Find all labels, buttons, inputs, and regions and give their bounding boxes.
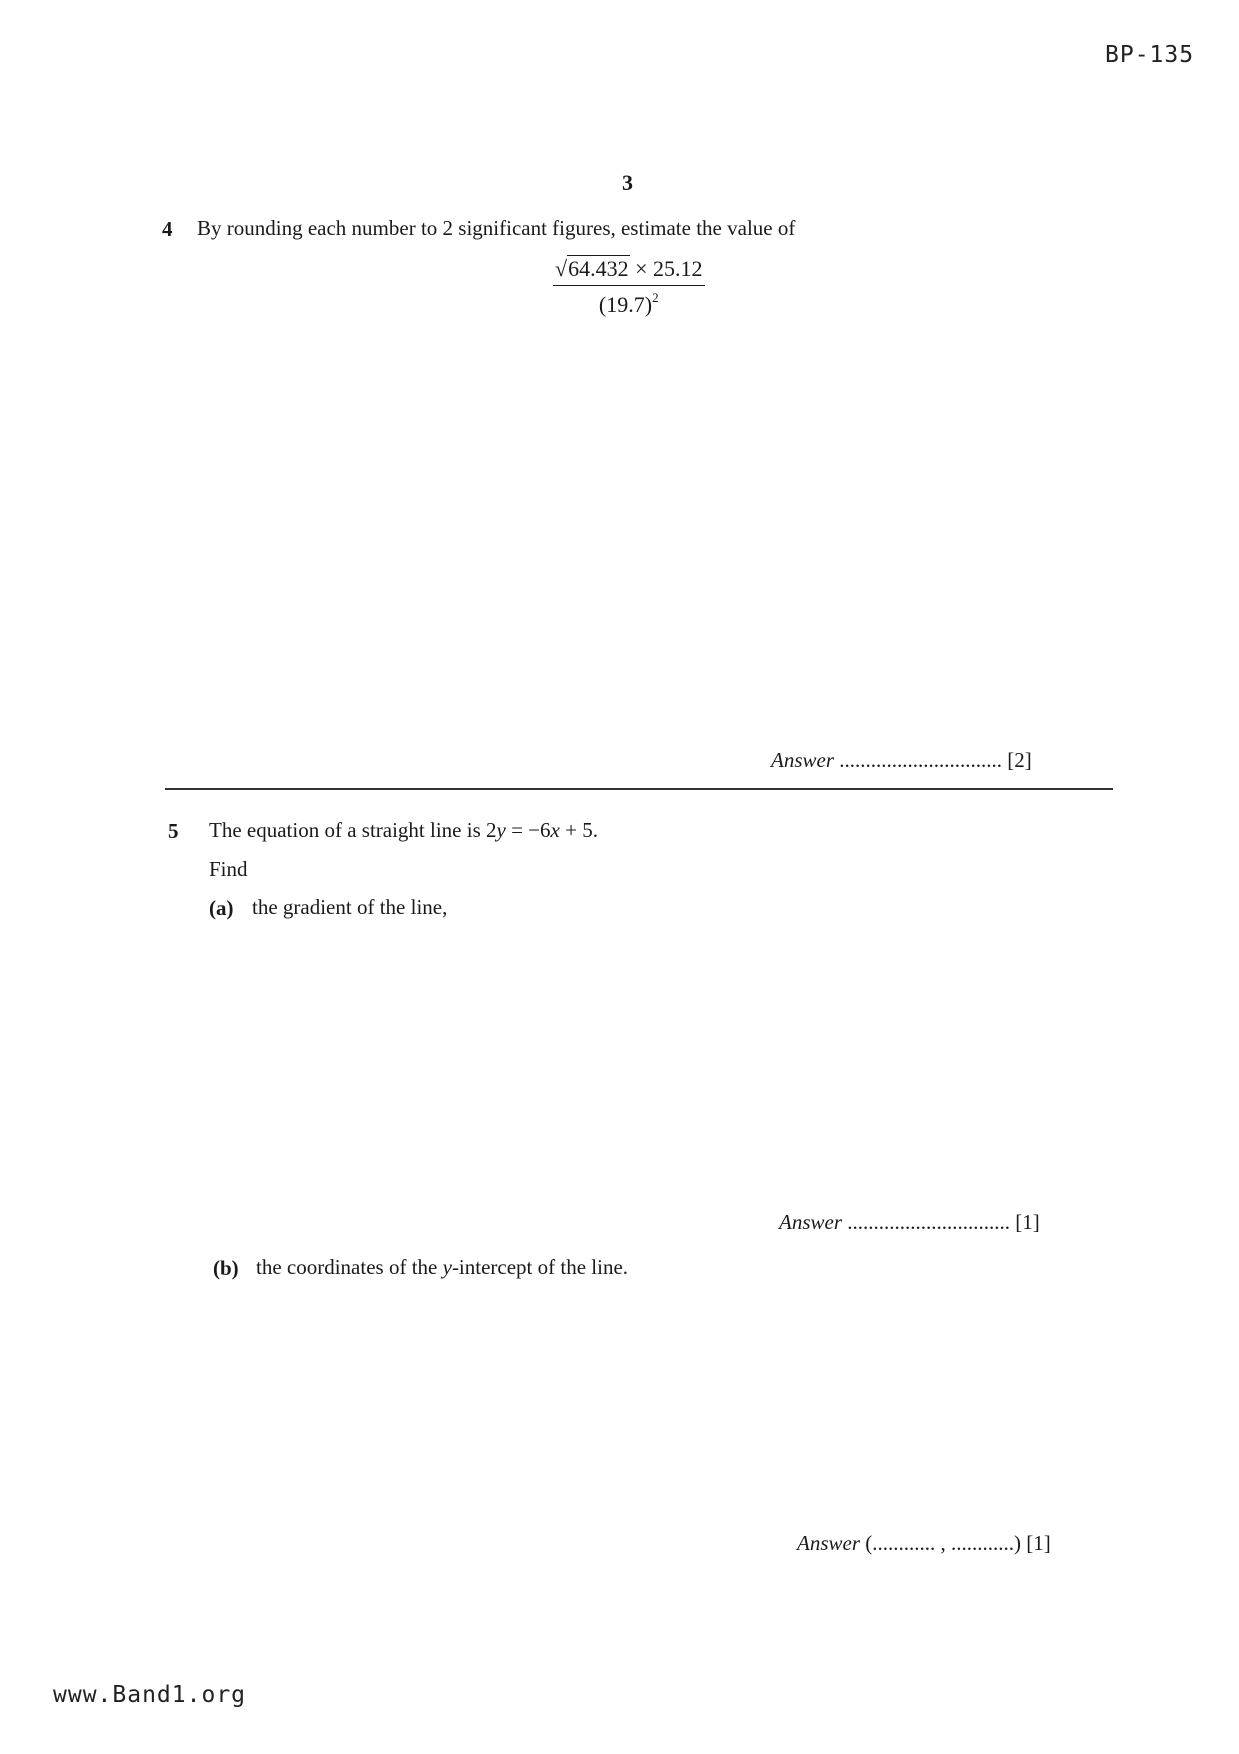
expression-radicand: 64.432 — [568, 256, 629, 281]
question-5-text-start: The equation of a straight line is 2 — [209, 818, 497, 842]
footer-website: www.Band1.org — [53, 1682, 247, 1708]
answer-dots: ............................... — [847, 1210, 1010, 1234]
question-4-text: By rounding each number to 2 significant figures, estimate the value of — [197, 216, 796, 240]
expression-denominator — [553, 286, 705, 318]
answer-dots: ............................... — [839, 748, 1002, 772]
part-a-text: the gradient of the line, — [252, 895, 448, 919]
document-code: BP-135 — [1105, 42, 1195, 68]
question-5-text-middle: = −6 — [505, 818, 551, 842]
answer-label: Answer — [771, 748, 834, 772]
part-b-marks: [1] — [1026, 1531, 1051, 1555]
question-5-number: 5 — [168, 819, 179, 843]
part-b-label: (b) — [213, 1256, 239, 1280]
part-b-text — [256, 1255, 628, 1280]
part-a-answer-line — [779, 1210, 1040, 1235]
question-4-number: 4 — [162, 217, 173, 241]
question-divider — [165, 788, 1113, 790]
question-4-answer-line — [771, 748, 1032, 773]
expression-multiplier: × 25.12 — [635, 256, 703, 281]
square-root: √64.432 — [555, 256, 629, 281]
variable-x: x — [550, 818, 560, 842]
variable-y: y — [496, 818, 506, 842]
question-5-text — [209, 818, 598, 843]
expression-numerator — [553, 256, 705, 286]
part-b-text-end: -intercept of the line. — [451, 1255, 629, 1279]
question-4-marks: [2] — [1007, 748, 1032, 772]
question-4-expression — [553, 256, 705, 318]
question-5-find: Find — [209, 857, 248, 881]
expression-denominator-base: (19.7) — [598, 292, 653, 317]
part-b-answer-line — [797, 1531, 1051, 1556]
part-b-text-start: the coordinates of the — [256, 1255, 443, 1279]
answer-label: Answer — [797, 1531, 860, 1555]
part-a-label: (a) — [209, 896, 234, 920]
part-a-marks: [1] — [1015, 1210, 1040, 1234]
answer-coordinates: (............ , ............) — [865, 1531, 1021, 1555]
expression-denominator-exponent: 2 — [652, 290, 659, 305]
question-5-text-end: + 5. — [559, 818, 598, 842]
page-number: 3 — [622, 170, 633, 195]
variable-y: y — [442, 1255, 452, 1279]
answer-label: Answer — [779, 1210, 842, 1234]
